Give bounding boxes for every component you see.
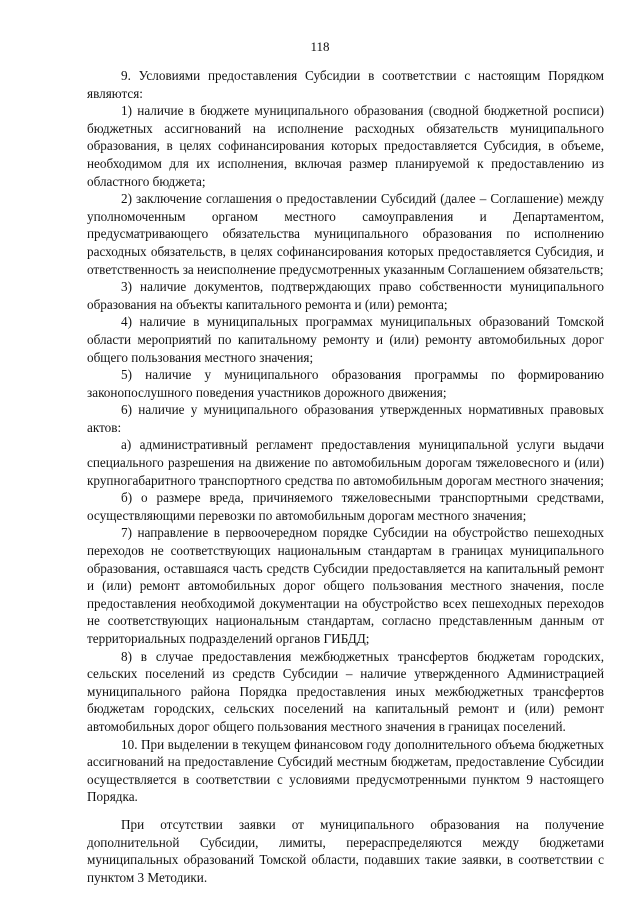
paragraph-condition-2: 2) заключение соглашения о предоставлении Субсидий (далее – Соглашение) между уполномоченным органом местного самоуправления и Департаментом, предусматривающего обязательства муниципального образования по исполнению расходных обязательств, в целях софинансирования которых предоставляется Субсидия, и ответственность за неисполнение предусмотренных указанным Соглашением обязательств; bbox=[87, 191, 604, 277]
page-number: 118 bbox=[310, 39, 330, 54]
document-body bbox=[87, 67, 604, 886]
paragraph-subitem-b: б) о размере вреда, причиняемого тяжеловесными транспортными средствами, осуществляющими перевозки по автомобильным дорогам местного значения; bbox=[87, 490, 604, 523]
paragraph-no-application: При отсутствии заявки от муниципального образования на получение дополнительной Субсидии, лимиты, перераспределяются между бюджетами муниципальных образований Томской области, подавших такие заявки, в соответствии с пунктом 3 Методики. bbox=[87, 816, 604, 885]
paragraph-condition-7: 7) направление в первоочередном порядке Субсидии на обустройство пешеходных переходов не соответствующих национальным стандартам в границах муниципального образования, оставшаяся часть средств Субсидии предоставляется на капитальный ремонт и (или) ремонт автомобильных дорог общего пользования местного значения, после предоставления необходимой документации на обустройство всех пешеходных переходов не соответствующих национальным стандартам, согласно представленным данным от территориальных подразделений органов ГИБДД; bbox=[87, 525, 604, 646]
paragraph-condition-8: 8) в случае предоставления межбюджетных трансфертов бюджетам городских, сельских поселений из средств Субсидии – наличие утвержденного Администрацией муниципального района Порядка предоставления иных межбюджетных трансфертов бюджетам городских, сельских поселений на капитальный ремонт и (или) ремонт автомобильных дорог общего пользования местного значения в границах поселений. bbox=[87, 648, 604, 734]
paragraph-item-10: 10. При выделении в текущем финансовом году дополнительного объема бюджетных ассигнований на предоставление Субсидий местным бюджетам, предоставление Субсидии осуществляется в соответствии с условиями предусмотренными пунктом 9 настоящего Порядка. bbox=[87, 736, 604, 805]
paragraph-condition-5: 5) наличие у муниципального образования программы по формированию законопослушного поведения участников дорожного движения; bbox=[87, 367, 604, 400]
paragraph-item-9: 9. Условиями предоставления Субсидии в соответствии с настоящим Порядком являются: bbox=[87, 68, 604, 101]
paragraph-condition-6: 6) наличие у муниципального образования утвержденных нормативных правовых актов: bbox=[87, 402, 604, 435]
paragraph-condition-4: 4) наличие в муниципальных программах муниципальных образований Томской области мероприятий по капитальному ремонту и (или) ремонту автомобильных дорог общего пользования местного значения; bbox=[87, 314, 604, 365]
paragraph-condition-1: 1) наличие в бюджете муниципального образования (сводной бюджетной росписи) бюджетных ассигнований на исполнение расходных обязательств муниципального образования, в целях софинансирования которых предоставляется Субсидия, в объеме, необходимом для их исполнения, включая размер планируемой к предоставлению из областного бюджета; bbox=[87, 103, 604, 189]
paragraph-condition-3: 3) наличие документов, подтверждающих право собственности муниципального образования на объекты капитального ремонта и (или) ремонта; bbox=[87, 279, 604, 312]
paragraph-subitem-a: а) административный регламент предоставления муниципальной услуги выдачи специального разрешения на движение по автомобильным дорогам тяжеловесного и (или) крупногабаритного транспортного средства по автомобильным дорогам местного значения; bbox=[87, 437, 604, 488]
